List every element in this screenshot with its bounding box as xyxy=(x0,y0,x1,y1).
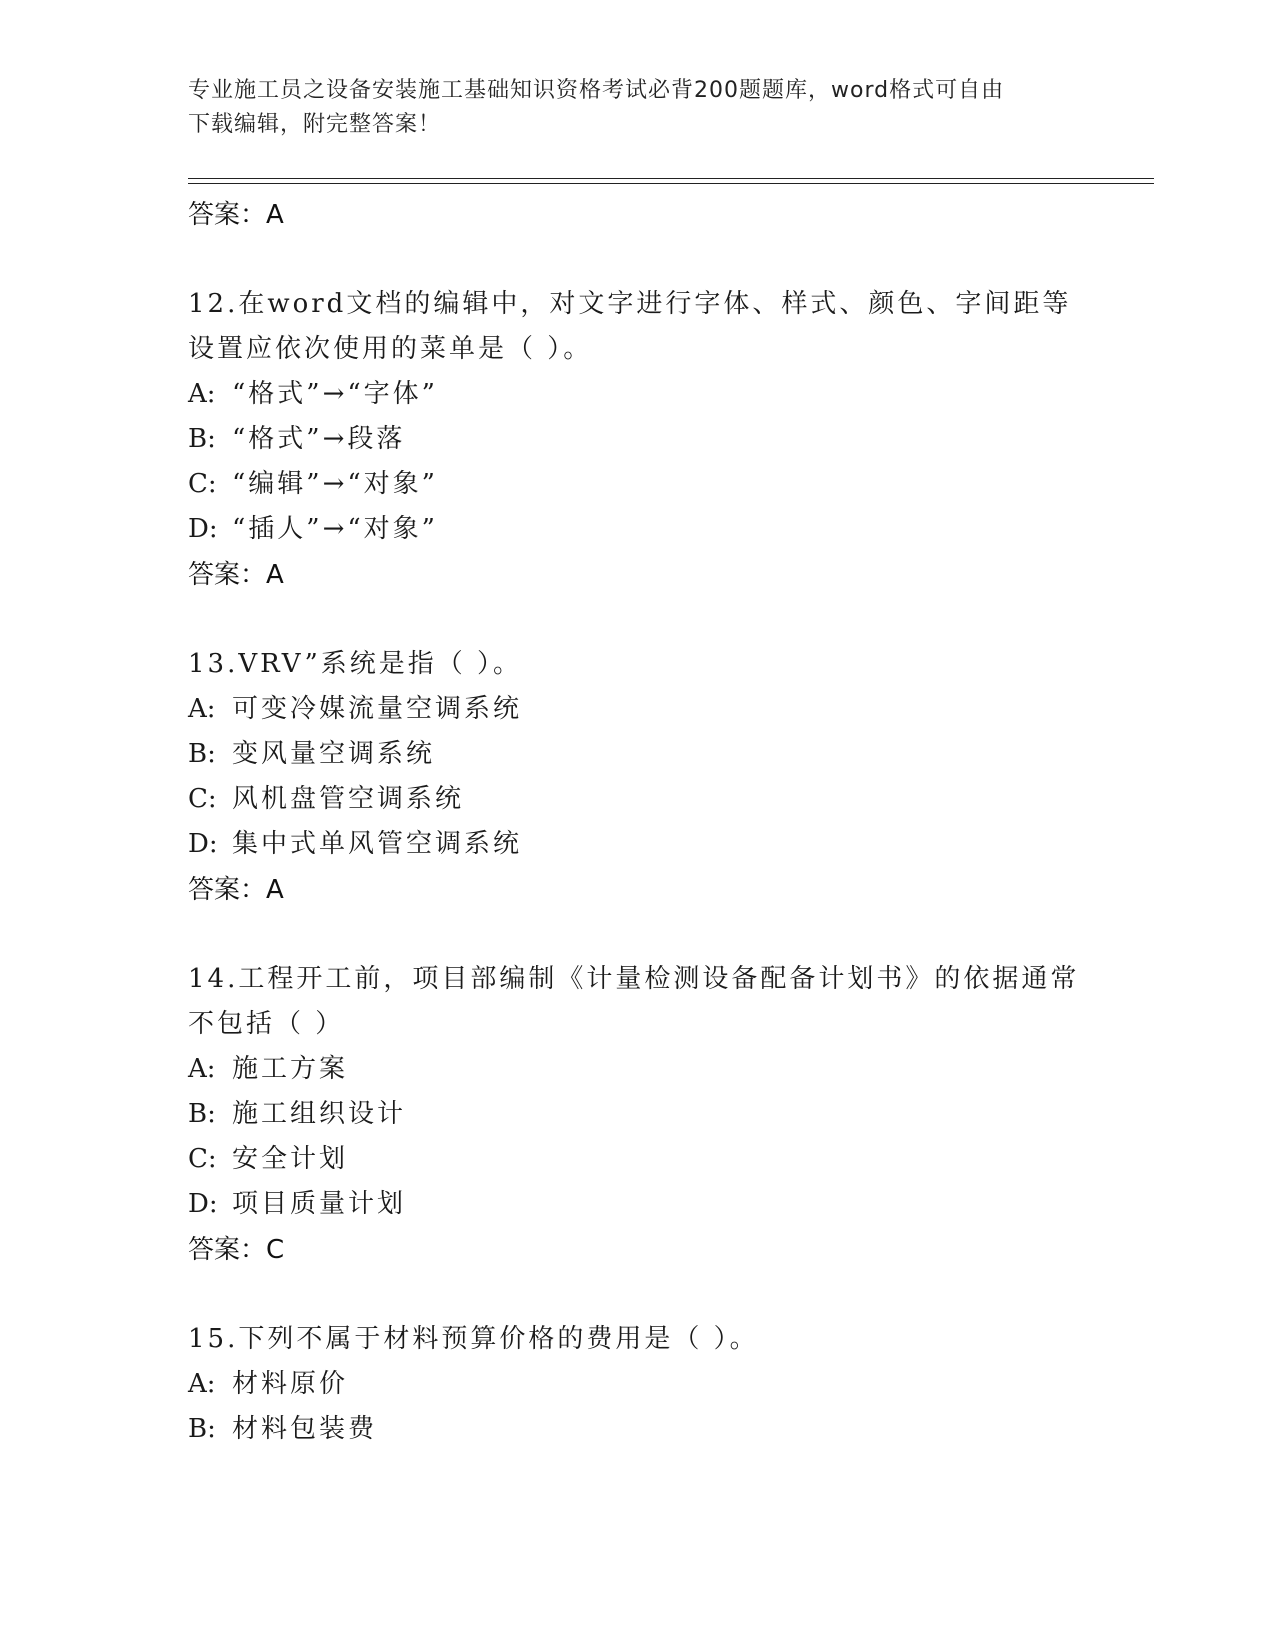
option-text: “格式”→“字体” xyxy=(232,379,438,409)
option-a xyxy=(188,687,1108,732)
option-a xyxy=(188,372,1108,417)
question-14 xyxy=(188,957,1108,1273)
option-b xyxy=(188,732,1108,777)
document-header xyxy=(188,74,1088,142)
option-c xyxy=(188,1137,1108,1182)
option-letter: A: xyxy=(188,379,216,409)
option-d xyxy=(188,822,1108,867)
header-line-2: 下载编辑，附完整答案！ xyxy=(188,112,442,137)
option-text: 变风量空调系统 xyxy=(232,739,436,769)
answer-line: 答案：A xyxy=(188,875,284,905)
question-12 xyxy=(188,282,1108,598)
question-stem-line: 13.VRV”系统是指（ ）。 xyxy=(188,649,523,679)
option-letter: C: xyxy=(188,469,217,499)
question-stem xyxy=(188,957,1108,1047)
option-b xyxy=(188,1092,1108,1137)
question-stem-line: 不包括（ ） xyxy=(188,1009,345,1039)
option-text: 项目质量计划 xyxy=(232,1189,407,1219)
option-letter: A: xyxy=(188,1369,216,1399)
option-text: 材料包装费 xyxy=(232,1414,378,1444)
option-text: 材料原价 xyxy=(232,1369,349,1399)
option-text: “编辑”→“对象” xyxy=(232,469,438,499)
question-stem xyxy=(188,282,1108,372)
option-text: 集中式单风管空调系统 xyxy=(232,829,523,859)
option-letter: B: xyxy=(188,1414,216,1444)
question-stem-line: 设置应依次使用的菜单是（ ）。 xyxy=(188,334,593,364)
answer-line: 答案：A xyxy=(188,560,284,590)
option-text: 施工组织设计 xyxy=(232,1099,407,1129)
question-stem xyxy=(188,1317,1108,1362)
document-body xyxy=(188,192,1108,1452)
option-a xyxy=(188,1047,1108,1092)
question-stem-line: 12.在word文档的编辑中，对文字进行字体、样式、颜色、字间距等 xyxy=(188,289,1072,319)
option-letter: D: xyxy=(188,1189,218,1219)
option-text: 可变冷媒流量空调系统 xyxy=(232,694,523,724)
question-15 xyxy=(188,1317,1108,1452)
option-text: 风机盘管空调系统 xyxy=(232,784,465,814)
option-letter: A: xyxy=(188,694,216,724)
question-stem-line: 15.下列不属于材料预算价格的费用是（ ）。 xyxy=(188,1324,759,1354)
option-d xyxy=(188,1182,1108,1227)
option-d xyxy=(188,507,1108,552)
option-letter: A: xyxy=(188,1054,216,1084)
option-text: “插人”→“对象” xyxy=(232,514,438,544)
option-b xyxy=(188,417,1108,462)
header-line-1: 专业施工员之设备安装施工基础知识资格考试必背200题题库，word格式可自由 xyxy=(188,78,1005,103)
option-letter: D: xyxy=(188,514,218,544)
option-letter: D: xyxy=(188,829,218,859)
answer-line: 答案：C xyxy=(188,1235,285,1265)
option-a xyxy=(188,1362,1108,1407)
question-13 xyxy=(188,642,1108,913)
option-letter: B: xyxy=(188,424,216,454)
option-text: “格式”→段落 xyxy=(232,424,406,454)
option-letter: C: xyxy=(188,1144,217,1174)
option-letter: B: xyxy=(188,1099,216,1129)
question-stem-line: 14.工程开工前，项目部编制《计量检测设备配备计划书》的依据通常 xyxy=(188,964,1080,994)
option-text: 施工方案 xyxy=(232,1054,349,1084)
option-c xyxy=(188,777,1108,822)
option-letter: B: xyxy=(188,739,216,769)
option-text: 安全计划 xyxy=(232,1144,349,1174)
header-divider xyxy=(188,178,1154,184)
previous-answer: 答案：A xyxy=(188,200,284,230)
option-letter: C: xyxy=(188,784,217,814)
option-c xyxy=(188,462,1108,507)
option-b xyxy=(188,1407,1108,1452)
question-stem xyxy=(188,642,1108,687)
